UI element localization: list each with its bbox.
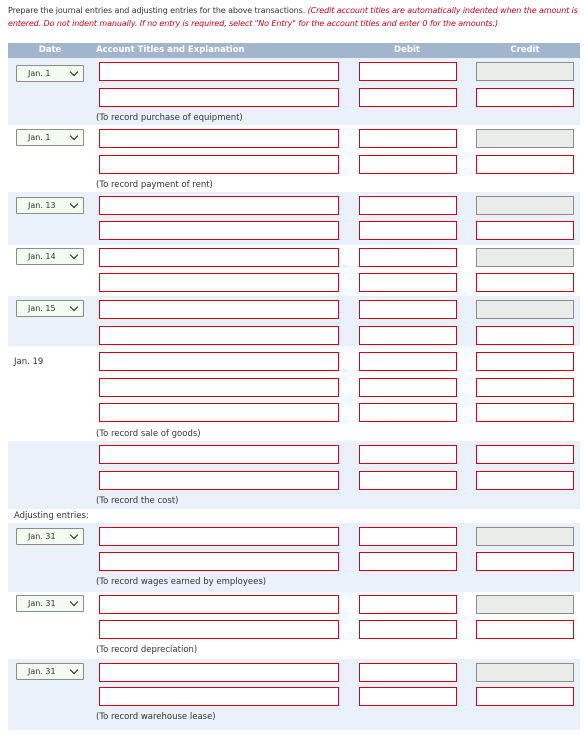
chevron-down-icon <box>70 666 78 674</box>
account-title-input[interactable] <box>99 88 339 107</box>
instructions-note: (Credit account titles are automatically indented when the amount is entered. Do not indent manually. If no entry is required, select "No Entry" for the account titles and enter 0 for the amounts.) <box>8 6 578 28</box>
debit-input[interactable] <box>359 155 457 174</box>
account-title-input[interactable] <box>99 663 339 682</box>
date-select-value: Jan. 13 <box>28 201 56 210</box>
credit-input[interactable] <box>476 221 574 240</box>
entry-2-line-1 <box>8 125 580 152</box>
date-select[interactable] <box>16 663 84 680</box>
credit-input[interactable] <box>476 129 574 148</box>
date-select-value: Jan. 31 <box>28 599 56 608</box>
entry-3-line-1 <box>8 192 580 219</box>
entry-5-line-1 <box>8 296 580 322</box>
entry-4-line-1 <box>8 245 580 272</box>
debit-input[interactable] <box>359 62 457 81</box>
account-title-input[interactable] <box>99 273 339 292</box>
date-select[interactable] <box>16 595 84 612</box>
debit-input[interactable] <box>359 527 457 546</box>
account-title-input[interactable] <box>99 620 339 639</box>
entry-date: Jan. 19 <box>14 357 44 367</box>
chevron-down-icon <box>70 68 78 76</box>
account-title-input[interactable] <box>99 155 339 174</box>
account-title-input[interactable] <box>99 62 339 81</box>
credit-input[interactable] <box>476 620 574 639</box>
entry-note: (To record wages earned by employees) <box>96 577 267 587</box>
debit-input[interactable] <box>359 196 457 215</box>
entry-10-line-2 <box>8 686 580 730</box>
entry-5-line-2 <box>8 322 580 346</box>
journal-header <box>8 43 580 58</box>
account-title-input[interactable] <box>99 471 339 490</box>
account-title-input[interactable] <box>99 595 339 614</box>
credit-input[interactable] <box>476 196 574 215</box>
account-title-input[interactable] <box>99 687 339 706</box>
credit-input[interactable] <box>476 687 574 706</box>
account-title-input[interactable] <box>99 552 339 571</box>
credit-input[interactable] <box>476 273 574 292</box>
entry-6 <box>8 346 580 441</box>
chevron-down-icon <box>70 132 78 140</box>
credit-input[interactable] <box>476 552 574 571</box>
credit-input[interactable] <box>476 352 574 371</box>
entry-7 <box>8 441 580 509</box>
date-select-value: Jan. 31 <box>28 667 56 676</box>
adjusting-section <box>8 509 580 523</box>
account-title-input[interactable] <box>99 300 339 319</box>
entry-1-line-1 <box>8 58 580 85</box>
chevron-down-icon <box>70 303 78 311</box>
account-title-input[interactable] <box>99 129 339 148</box>
entry-3-line-2 <box>8 219 580 245</box>
chevron-down-icon <box>70 200 78 208</box>
date-select-value: Jan. 31 <box>28 532 56 541</box>
debit-input[interactable] <box>359 273 457 292</box>
header-account: Account Titles and Explanation <box>96 45 245 55</box>
entry-8-line-1 <box>8 523 580 550</box>
debit-input[interactable] <box>359 552 457 571</box>
instructions <box>8 5 580 30</box>
credit-input[interactable] <box>476 595 574 614</box>
header-date: Date <box>38 45 62 55</box>
entry-4-line-2 <box>8 272 580 296</box>
account-title-input[interactable] <box>99 527 339 546</box>
credit-input[interactable] <box>476 62 574 81</box>
entry-note: (To record depreciation) <box>96 645 198 655</box>
debit-input[interactable] <box>359 326 457 345</box>
account-title-input[interactable] <box>99 326 339 345</box>
debit-input[interactable] <box>359 248 457 267</box>
account-title-input[interactable] <box>99 221 339 240</box>
chevron-down-icon <box>70 531 78 539</box>
entry-1-line-2 <box>8 85 580 130</box>
date-select-value: Jan. 14 <box>28 252 56 261</box>
date-select[interactable] <box>16 528 84 545</box>
debit-input[interactable] <box>359 300 457 319</box>
date-select[interactable] <box>16 129 84 146</box>
entry-note: (To record warehouse lease) <box>96 712 216 722</box>
credit-input[interactable] <box>476 300 574 319</box>
entry-8-line-2 <box>8 550 580 592</box>
credit-input[interactable] <box>476 326 574 345</box>
debit-input[interactable] <box>359 378 457 397</box>
date-select[interactable] <box>16 248 84 265</box>
debit-input[interactable] <box>359 595 457 614</box>
entry-note: (To record sale of goods) <box>96 429 201 439</box>
chevron-down-icon <box>70 598 78 606</box>
debit-input[interactable] <box>359 471 457 490</box>
entry-note: (To record the cost) <box>96 496 179 506</box>
date-select-value: Jan. 1 <box>28 69 51 78</box>
credit-input[interactable] <box>476 378 574 397</box>
chevron-down-icon <box>70 251 78 259</box>
entry-note: (To record purchase of equipment) <box>96 113 243 123</box>
account-title-input[interactable] <box>99 196 339 215</box>
account-title-input[interactable] <box>99 445 339 464</box>
account-title-input[interactable] <box>99 352 339 371</box>
date-select[interactable] <box>16 300 84 317</box>
date-select-value: Jan. 15 <box>28 304 56 313</box>
debit-input[interactable] <box>359 445 457 464</box>
debit-input[interactable] <box>359 687 457 706</box>
debit-input[interactable] <box>359 403 457 422</box>
credit-input[interactable] <box>476 445 574 464</box>
debit-input[interactable] <box>359 352 457 371</box>
date-select-value: Jan. 1 <box>28 133 51 142</box>
credit-input[interactable] <box>476 88 574 107</box>
entry-2-line-2 <box>8 152 580 192</box>
account-title-input[interactable] <box>99 403 339 422</box>
entry-note: (To record payment of rent) <box>96 180 213 190</box>
adjusting-entries-label: Adjusting entries: <box>14 511 89 521</box>
debit-input[interactable] <box>359 88 457 107</box>
entry-9-line-2 <box>8 619 580 659</box>
header-credit: Credit <box>510 45 540 55</box>
date-select[interactable] <box>16 65 84 82</box>
entry-9-line-1 <box>8 592 580 619</box>
credit-input[interactable] <box>476 471 574 490</box>
date-select[interactable] <box>16 197 84 214</box>
debit-input[interactable] <box>359 221 457 240</box>
debit-input[interactable] <box>359 620 457 639</box>
account-title-input[interactable] <box>99 248 339 267</box>
credit-input[interactable] <box>476 527 574 546</box>
debit-input[interactable] <box>359 663 457 682</box>
entry-10-line-1 <box>8 659 580 686</box>
header-debit: Debit <box>394 45 420 55</box>
credit-input[interactable] <box>476 403 574 422</box>
credit-input[interactable] <box>476 155 574 174</box>
credit-input[interactable] <box>476 248 574 267</box>
credit-input[interactable] <box>476 663 574 682</box>
debit-input[interactable] <box>359 129 457 148</box>
account-title-input[interactable] <box>99 378 339 397</box>
instructions-text: Prepare the journal entries and adjusting entries for the above transactions. <box>8 6 308 15</box>
